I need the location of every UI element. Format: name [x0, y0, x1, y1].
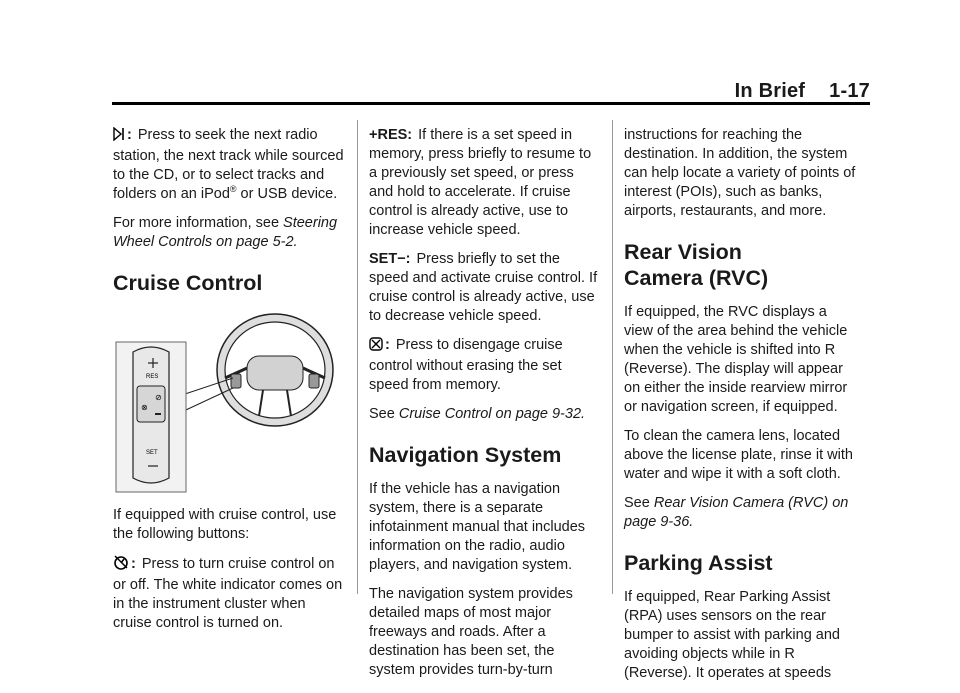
cruise-control-figure [113, 308, 338, 498]
column-1 [113, 126, 345, 643]
svg-text:⊘: ⊘ [155, 393, 162, 402]
seek-text: Press to seek the next radio station, the next track while sourced to the CD, or to select tracks and folders on an iPod [113, 127, 344, 202]
see-rvc-paragraph [624, 494, 856, 532]
column-divider-1 [357, 120, 358, 594]
registered-mark: ® [229, 184, 237, 195]
parking-assist-heading: Parking Assist [624, 551, 773, 575]
set-text: Press briefly to set the speed and activate cruise control. If cruise control is already active, use to decrease vehicle speed. [369, 251, 598, 324]
cruise-onoff-icon [113, 554, 129, 576]
onoff-text: Press to turn cruise control on or off. The white indicator comes on in the instrument cluster when cruise control is turned on. [113, 556, 343, 631]
rvc-heading-line-2: Camera (RVC) [624, 266, 769, 290]
res-paragraph [369, 126, 601, 240]
res-figure-label: RES [146, 374, 159, 380]
rvc-heading [624, 239, 856, 291]
see-cruise-paragraph [369, 405, 601, 424]
seek-text-end: or USB device. [236, 186, 338, 202]
cancel-text: Press to disengage cruise control without erasing the set speed from memory. [369, 337, 563, 393]
cancel-paragraph [369, 336, 601, 395]
cruise-cancel-icon [369, 337, 383, 357]
header-rule [112, 102, 870, 105]
rvc-link[interactable]: Rear Vision Camera (RVC) on page 9-36. [624, 495, 849, 530]
steering-controls-link[interactable]: Steering Wheel Controls on page 5-2. [113, 215, 338, 250]
rvc-heading-line-1: Rear Vision [624, 240, 742, 264]
more-info-paragraph [113, 214, 345, 252]
see-prefix: See [624, 495, 654, 511]
seek-colon: : [127, 127, 132, 143]
seek-paragraph [113, 126, 345, 204]
see-prefix: See [369, 406, 399, 422]
set-figure-label: SET [146, 450, 158, 456]
set-paragraph [369, 250, 601, 326]
set-term: SET−: [369, 251, 411, 267]
section-title: In Brief [734, 80, 806, 102]
rvc-paragraph-1: If equipped, the RVC displays a view of the area behind the vehicle when the vehicle is shifted into R (Reverse). The display will appear on either the inside rearview mirror or navigation screen, if equipped. [624, 304, 848, 415]
buttons-intro: If equipped with cruise control, use the following buttons: [113, 507, 337, 542]
column-2 [369, 126, 601, 690]
onoff-colon: : [131, 556, 136, 572]
nav-paragraph-2: The navigation system provides detailed maps of most major freeways and roads. After a destination has been set, the system provides turn-by-turn [369, 586, 573, 678]
nav-continuation: instructions for reaching the destination. In addition, the system can help locate a variety of points of interest (POIs), such as banks, airports, restaurants, and more. [624, 127, 856, 219]
column-divider-2 [612, 120, 613, 594]
page-number: 1-17 [829, 80, 870, 102]
more-info-prefix: For more information, see [113, 215, 284, 231]
cruise-control-link[interactable]: Cruise Control on page 9-32. [398, 406, 586, 422]
parking-paragraph-1: If equipped, Rear Parking Assist (RPA) uses sensors on the rear bumper to assist with parking and avoiding objects while in R (Reverse). It operates at speeds [624, 589, 840, 681]
column-3 [624, 126, 856, 693]
cruise-control-heading: Cruise Control [113, 271, 263, 295]
cruise-onoff-paragraph [113, 554, 345, 633]
cancel-colon: : [385, 337, 390, 353]
res-text: If there is a set speed in memory, press briefly to resume to a previously set speed, or press and hold to accelerate. If cruise control is already active, use to increase vehicle speed. [369, 127, 592, 238]
rvc-paragraph-2: To clean the camera lens, located above the license plate, rinse it with water and wipe it with a soft cloth. [624, 428, 853, 482]
navigation-heading: Navigation System [369, 443, 562, 467]
nav-paragraph-1: If the vehicle has a navigation system, there is a separate infotainment manual that includes information on the radio, audio players, and navigation system. [369, 481, 586, 573]
svg-text:⊗: ⊗ [141, 403, 148, 412]
page-header [0, 80, 870, 103]
seek-next-icon [113, 127, 125, 147]
res-term: +RES: [369, 127, 413, 143]
